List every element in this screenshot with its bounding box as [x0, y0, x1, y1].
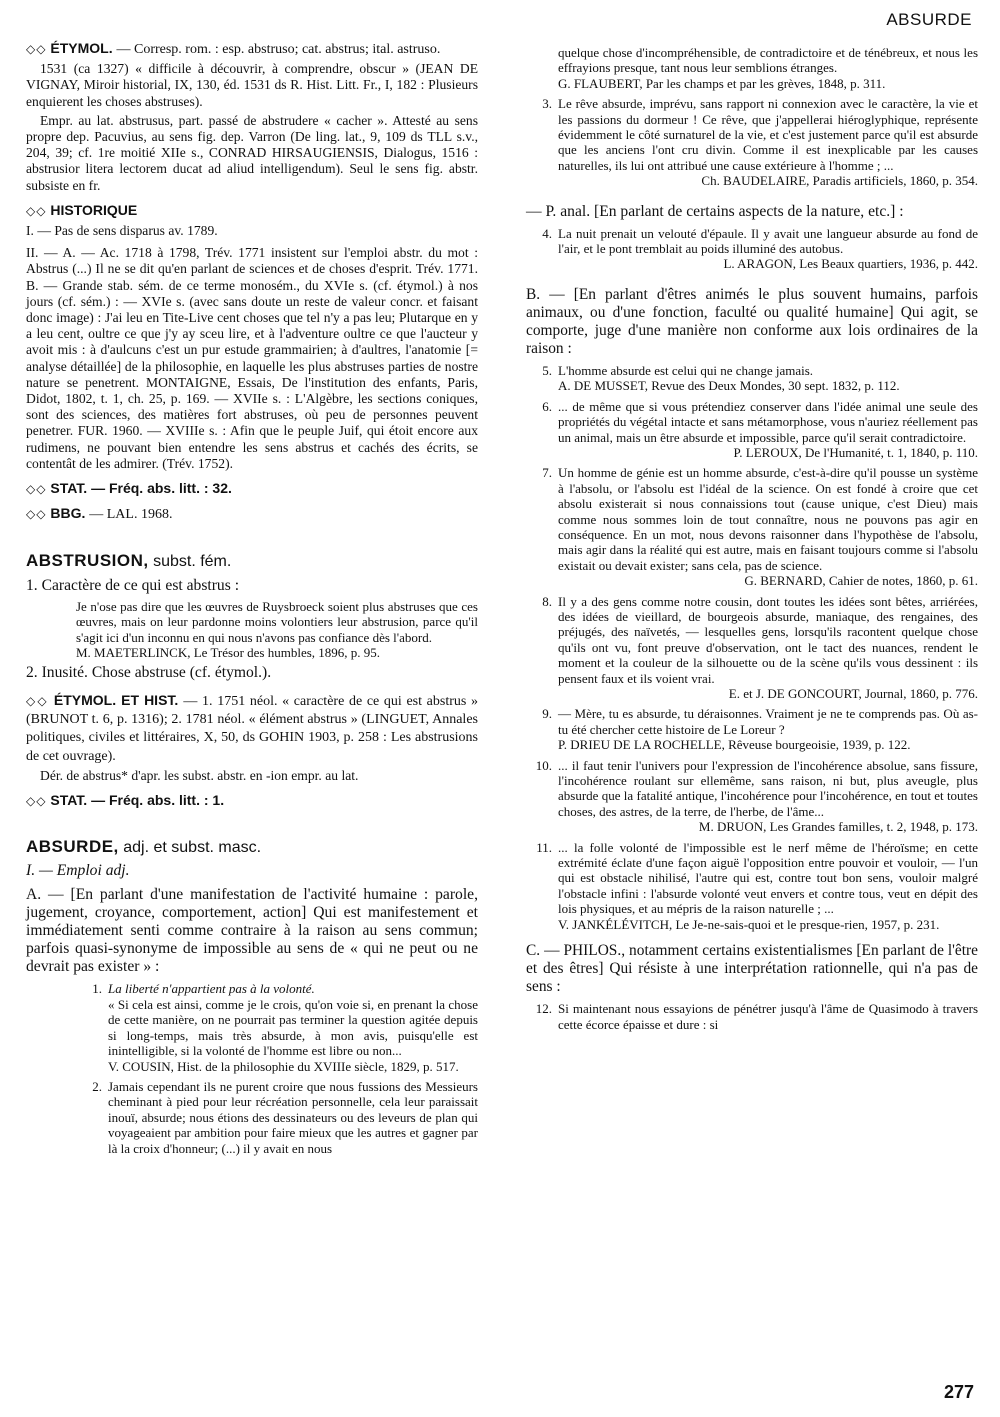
example-7-text: Un homme de génie est un homme absurde, c'est-à-dire qu'il pousse un système à l'absolu, or l'absolu est l'idéal de la science. On est fondé à croire que cet absolu existerait si nous connaissions tout (cause unique, c'est Dieu) mais comme nous sommes loin de tout connaître, nous ne pouvons pas agir en conséquence. En un mot, nous devons raisonner dans l'hypothèse de l'absolu, mais agir dans la réalité qui est autre, mais en faisant toujours comme si l'absolu existait ou devait exister; sans cela, pas de science. — [558, 465, 978, 573]
example-2: 2. Jamais cependant ils ne purent croire que nous fussions des Messieurs cheminant à pied pour leur récréation personnelle, cela leur paraissait inouï, absurde; nous étions des dessinateurs ou des leveurs de plan qui voyageaient par ambition pour faire mieux que les autres et gagner par là la croix d'honneur; (...) il y avait en nous — [92, 1078, 478, 1156]
abstrusion-def2: 2. Inusité. Chose abstruse (cf. étymol.). — [26, 664, 272, 682]
example-10-citation: M. DRUON, Les Grandes familles, t. 2, 1948, p. 173. — [698, 819, 978, 835]
example-9-text: — Mère, tu es absurde, tu déraisonnes. Vraiment je ne te comprends pas. Où as-tu été chercher cette histoire de Le Loreur ? — [558, 706, 978, 737]
example-4-citation: L. ARAGON, Les Beaux quartiers, 1936, p. 442. — [723, 256, 978, 272]
pos-absurde: adj. et subst. masc. — [123, 839, 262, 857]
absurde-section-I: I. — Emploi adj. — [26, 862, 130, 880]
abstrusion-der: Dér. de abstrus* d'apr. les subst. abstr. en -ion empr. au lat. — [40, 767, 359, 783]
example-9-citation: P. DRIEU DE LA ROCHELLE, Rêveuse bourgeoisie, 1939, p. 122. — [558, 737, 911, 753]
entry-absurde — [26, 839, 478, 856]
example-1-title: La liberté n'appartient pas à la volonté. — [108, 981, 315, 997]
example-6-text: ... de même que si vous prétendiez conserver dans l'idée animal une seule des propriétés du végétal intacte et sans métamorphose, vous n'auriez réellement pas un animal, mais un être absurde et impossible, parce qu'il serait contradictoire. — [558, 398, 978, 445]
historique-p2: II. — A. — Ac. 1718 à 1798, Trév. 1771 insistent sur l'emploi abstr. du mot : Abstrus (...) Il ne se dit qu'en parlant de sciences et de choses d'esprit. Trév. 1771. B. — Grande stab. sém. de ce terme monosém., du XVIe s. (cf. étymol.) à nos jours (cf. sém.) : — XVIe s. (avec sans doute un reste de valeur concr. et faisant donc image) : J'ai leu en Tite-Live cent choses que tel n'y a pas leu; Plutarque en y a leu cent, oultre ce que j'y ay sceu lire, et à l'adventure oultre ce que l'aucteur y avoit mis : à d'aulcuns c'est un pur estude grammairien; à d'aultres, l'anatomie [= analyse détaillée] de la philosophie, en laquelle les plus abstruses parties de nostre nature se penetrent. MONTAIGNE, Essais, De l'institution des enfants, Paris, Didot, 1802, t. 1, ch. 25, p. 169. — XVIIe s. : L'Algèbre, les sections coniques, sont des sciences, des matières fort abstruses, où peu de personnes peuvent penetrer. FUR. 1960. — XVIIIe s. : Afin que le peuple Juif, qui étoit encore aux rudimens, ne pouvant bien entendre les sens abstrus et cachés des écrits, se contentât de les admirer. (Trév. 1752). — [26, 245, 478, 471]
entry-abstrusion — [26, 553, 478, 570]
example-7-citation: G. BERNARD, Cahier de notes, 1860, p. 61. — [744, 573, 978, 589]
diamond-icon: ◇◇ — [26, 507, 47, 522]
diamond-icon: ◇◇ — [26, 694, 49, 709]
example-4-text: La nuit prenait un velouté d'épaule. Il y avait une langueur absurde au fond de l'air, et le pont tremblait au poids illuminé des autobus. — [558, 225, 978, 257]
diamond-icon: ◇◇ — [26, 482, 47, 497]
example-8: 8. Il y a des gens comme notre cousin, dont toutes les idées sont bêtes, arriérées, des idées de vieillard, de bourgeois absurde, maniaque, des rengaines, des préjugés, des naïvetés, — lesquelles gens, lorsqu'ils racontent quelque chose qu'ils ont vu, font preuve d'observation, ont le tact des nuances, rendent le moment et la couleur de la silhouette ou de la scène qu'ils vous dessinent : ils pensent faux et ils voient vrai. E. et J. DE GONCOURT, Journal, 1860, p. 776. — [542, 593, 978, 701]
headword-absurde: ABSURDE, — [26, 837, 119, 857]
historique-heading: ◇◇ HISTORIQUE — [26, 201, 138, 218]
example-3: 3. Le rêve absurde, imprévu, sans rapport ni connexion avec le caractère, la vie et les passions du dormeur ! Ce rêve, que j'appellerai hiéroglyphique, représente évidemment le côté surnaturel de la vie, et c'est justement parce qu'il est absurde que les anciens l'ont cru divin. Comme il est inexplicable par les causes naturelles, ils lui ont attribué une cause extérieure à l'homme ; ... Ch. BAUDELAIRE, Paradis artificiels, 1860, p. 354. — [542, 96, 978, 189]
example-8-text: Il y a des gens comme notre cousin, dont toutes les idées sont bêtes, arriérées, des idées de vieillard, de bourgeois absurde, maniaque, des rengaines, des préjugés, des naïvetés, — lesquelles gens, lorsqu'ils racontent quelque chose qu'ils ont vu, font preuve d'observation, ont le tact des nuances, rendent le moment et la couleur de la silhouette ou de la scène qu'ils vous dessinent : ils pensent faux et ils voient vrai. — [558, 593, 978, 686]
historique-p1: I. — Pas de sens disparus av. 1789. — [26, 223, 218, 239]
example-1: 1. La liberté n'appartient pas à la volonté. « Si cela est ainsi, comme je le crois, qu'on voie si, en prenant la chose de cette manière, on ne pourrait pas terminer la question agitée depuis si long-temps, mais très absurde, à mon avis, puisqu'elle est inintelligible, si la volonté de l'homme est libre ou non... V. COUSIN, Hist. de la philosophie du XVIIIe siècle, 1829, p. 517. — [92, 981, 478, 1074]
example-2-continued — [526, 45, 978, 91]
diamond-icon: ◇◇ — [26, 794, 47, 809]
example-3-text: Le rêve absurde, imprévu, sans rapport ni connexion avec le caractère, la vie et les passions du dormeur ! Ce rêve, que j'appellerai hiéroglyphique, représente évidemment le côté surnaturel de la vie, et c'est justement parce qu'il est absurde que les anciens l'ont cru divin. Comme il est inexplicable par les causes naturelles, ils lui ont attribué une cause extérieure à l'homme ; ... — [558, 96, 978, 173]
example-5-citation: A. DE MUSSET, Revue des Deux Mondes, 30 sept. 1832, p. 112. — [558, 378, 900, 394]
etymol-p2: Empr. au lat. abstrusus, part. passé de abstrudere « cacher ». Attesté au sens propre dep. Pacuvius, au sens fig. dep. Varron (De ling. lat., 9, 109 ds TLL s.v., 204, 39; cf. 1re moitié XIIe s., CONRAD HIRSAUGIENSIS, Dialogus, 1516 : abstrusior litera lectorem ducat ad aliud intelligendum). Seul le sens fig. abstr. subsiste en fr. — [26, 112, 478, 193]
example-12-text: Si maintenant nous essayions de pénétrer jusqu'à l'âme de Quasimodo à travers cette écorce épaisse et dure : si — [558, 1001, 978, 1032]
etymol-text: — Corresp. rom. : esp. abstruso; cat. abstrus; ital. astruso. — [116, 42, 441, 57]
headword-abstrusion: ABSTRUSION, — [26, 551, 149, 571]
anal-definition: — P. anal. [En parlant de certains aspects de la nature, etc.] : — [526, 202, 904, 220]
example-1-text: « Si cela est ainsi, comme je le crois, qu'on voie si, en prenant la chose de cette manière, on ne pourrait pas terminer la question agitée depuis si long-temps, mais très absurde, à mon avis, puisqu'elle est inintelligible, si la volonté de l'homme est libre ou non... — [108, 996, 478, 1059]
etymol-p1: 1531 (ca 1327) « difficile à découvrir, à comprendre, obscur » (JEAN DE VIGNAY, Miroir historial, IX, 130, éd. 1531 ds R. Hist. Litt. Fr., I, 182 : Plusieurs enquierent les choses abstruses). — [26, 61, 478, 109]
example-6-citation: P. LEROUX, De l'Humanité, t. 1, 1840, p. 110. — [733, 444, 978, 460]
abstrusion-stat-heading: ◇◇ STAT. — Fréq. abs. litt. : 1. — [26, 792, 225, 809]
pos-abstrusion: subst. fém. — [153, 553, 232, 571]
etymol-heading: ◇◇ ÉTYMOL. — Corresp. rom. : esp. abstruso; cat. abstrus; ital. astruso. — [26, 40, 441, 57]
right-column — [526, 45, 978, 1032]
abstrusion-def1: 1. Caractère de ce qui est abstrus : — [26, 576, 240, 594]
example-2-citation: G. FLAUBERT, Par les champs et par les grèves, 1848, p. 311. — [558, 75, 886, 91]
bbg-text: — LAL. 1968. — [89, 507, 173, 523]
abstrusion-etym-text: — 1. 1751 néol. « caractère de ce qui est abstrus » (BRUNOT t. 6, p. 1316); 2. 1781 néol. « élément abstrus » (LINGUET, Annales politiques, civiles et littéraires, X, 50, ds GOHIN 1903, p. 258 : Les abstrusions de cet ouvrage). — [26, 694, 479, 764]
stat-heading: ◇◇ STAT. — Fréq. abs. litt. : 32. — [26, 480, 232, 497]
example-5: 5. L'homme absurde est celui qui ne change jamais. A. DE MUSSET, Revue des Deux Mondes, 30 sept. 1832, p. 112. — [526, 363, 978, 394]
section-B-definition: B. — [En parlant d'êtres animés le plus souvent humains, parfois animaux, ou d'une fonction, faculté ou qualité humaine] Qui agit, se comporte, juge d'une manière non conforme aux lois ordinaires de la raison : — [526, 285, 978, 357]
example-11: 11. ... la folle volonté de l'impossible est le nerf même de l'héroïsme; en cette extrémité éclate d'une façon aiguë l'opposition entre pouvoir et vouloir, — l'un qui est obstacle nihilisé, l'autre qui est, contre tout bon sens, vouloir malgré l'obstacle infini : l'absurde volonté veut envers et contre tous, veut en dépit des lois physiques, et au mépris de la raison naturelle ; ... V. JANKÉLÉVITCH, Le Je-ne-sais-quoi et le presque-rien, 1957, p. 231. — [536, 839, 978, 932]
bbg-heading: ◇◇ BBG. — LAL. 1968. — [26, 505, 173, 523]
example-7: 7. Un homme de génie est un homme absurde, c'est-à-dire qu'il pousse un système à l'absolu, or l'absolu est l'idéal de la science. On est fondé à croire que cet absolu existerait si nous connaissions tout (cause unique, c'est Dieu) mais comme nous sommes loin de tout connaître, nous ne pouvons pas agir en conséquence. En un mot, nous devons raisonner dans l'hypothèse de l'absolu, mais agir dans la réalité qui est autre, mais en faisant toujours comme si l'absolu existait ou devait exister; sans cela, pas de science. G. BERNARD, Cahier de notes, 1860, p. 61. — [542, 465, 978, 589]
abstrusion-etym-heading: ◇◇ ÉTYMOL. ET HIST. — 1. 1751 néol. « caractère de ce qui est abstrus » (BRUNOT t. 6, p. 1316); 2. 1781 néol. « élément abstrus » (LINGUET, Annales politiques, civiles et littéraires, X, 50, ds GOHIN 1903, p. 258 : Les abstrusions de cet ouvrage). — [26, 692, 479, 764]
abstrusion-quote: Je n'ose pas dire que les œuvres de Ruysbroeck soient plus abstruses que ces œuvres, mais on leur pardonne moins volontiers leur abstrusion, parce qu'il s'agit ici d'un inconnu en qui nous n'avons pas confiance dès l'abord. M. MAETERLINCK, Le Trésor des humbles, 1896, p. 95. — [76, 598, 478, 661]
example-8-citation: E. et J. DE GONCOURT, Journal, 1860, p. 776. — [728, 686, 978, 701]
diamond-icon: ◇◇ — [26, 42, 47, 56]
abstrusion-citation: M. MAETERLINCK, Le Trésor des humbles, 1896, p. 95. — [76, 645, 381, 661]
section-C-definition: C. — PHILOS., notamment certains existentialismes [En parlant de l'être et des êtres] Qui résiste à une interprétation rationnelle, qui n'a pas de sens : — [526, 942, 978, 996]
diamond-icon: ◇◇ — [26, 203, 47, 218]
example-3-citation: Ch. BAUDELAIRE, Paradis artificiels, 1860, p. 354. — [701, 173, 978, 189]
example-10: 10. ... il faut tenir l'univers pour l'expression de l'incohérence absolue, sans fissure, l'incohérence roulant sur ellemême, sans raison, ni but, plus aveugle, plus absurde que la fatalité antique, l'incohérence pour l'incohérence, en tout et toutes choses, des astres, de la terre, de l'herbe, de l'âme... M. DRUON, Les Grandes familles, t. 2, 1948, p. 173. — [535, 757, 978, 835]
example-12: 12. Si maintenant nous essayions de pénétrer jusqu'à l'âme de Quasimodo à travers cette écorce épaisse et dure : si — [535, 1001, 978, 1032]
example-2-cont-text: quelque chose d'incompréhensible, de contradictoire et de ténébreux, et nous les effrayions presque, tant nous leur semblions étranges. — [558, 45, 978, 76]
absurde-section-A: A. — [En parlant d'une manifestation de l'activité humaine : parole, jugement, croyance, comportement, action] Qui est manifestement et immédiatement senti comme contraire à la raison au sens commun; parfois quasi-synonyme de impossible au sens de « qui ne peut ou ne devrait pas exister » : — [26, 886, 478, 976]
example-4: 4. La nuit prenait un velouté d'épaule. Il y avait une langueur absurde au fond de l'air, et le pont tremblait au poids illuminé des autobus. L. ARAGON, Les Beaux quartiers, 1936, p. 442. — [542, 225, 978, 272]
page-number: 277 — [943, 1382, 974, 1402]
example-1-citation: V. COUSIN, Hist. de la philosophie du XVIIIe siècle, 1829, p. 517. — [108, 1058, 459, 1074]
example-6: 6. ... de même que si vous prétendiez conserver dans l'idée animal une seule des propriétés du végétal intacte et sans métamorphose, vous n'auriez réellement pas un animal, mais un être absurde et impossible, parce qu'il serait contradictoire. P. LEROUX, De l'Humanité, t. 1, 1840, p. 110. — [542, 398, 978, 460]
stat-text: — Fréq. abs. litt. : 32. — [91, 480, 232, 497]
example-5-text: L'homme absurde est celui qui ne change jamais. — [558, 362, 814, 378]
example-9: 9. — Mère, tu es absurde, tu déraisonnes. Vraiment je ne te comprends pas. Où as-tu été chercher cette histoire de Le Loreur ? P. DRIEU DE LA ROCHELLE, Rêveuse bourgeoisie, 1939, p. 122. — [542, 706, 978, 753]
example-11-text: ... la folle volonté de l'impossible est le nerf même de l'héroïsme; en cette extrémité éclate d'une façon aiguë l'opposition entre pouvoir et vouloir, — l'un qui est obstacle nihilisé, l'autre qui est, contre tout bon sens, vouloir malgré l'obstacle infini : l'absurde volonté veut envers et contre tous, veut en dépit des lois physiques, et au mépris de la raison naturelle ; ... — [558, 839, 978, 917]
example-10-text: ... il faut tenir l'univers pour l'expression de l'incohérence absolue, sans fissure, l'incohérence roulant sur ellemême, sans raison, ni but, plus aveugle, plus absurde que la fatalité antique, l'incohérence pour l'incohérence, en tout et toutes choses, des astres, de la terre, de l'herbe, de l'âme... — [558, 757, 978, 819]
running-head: ABSURDE — [886, 10, 972, 29]
example-11-citation: V. JANKÉLÉVITCH, Le Je-ne-sais-quoi et le presque-rien, 1957, p. 231. — [558, 916, 940, 932]
example-2-text: Jamais cependant ils ne purent croire que nous fussions des Messieurs cheminant à pied pour leur récréation personnelle, cela leur paraissait inouï, absurde; nous étions des dessinateurs ou des leveurs de plan qui voyageaient par ambition pour faire mieux que les autres et gagner par là la croix d'honneur; (...) il y avait en nous — [108, 1078, 478, 1156]
left-column — [26, 40, 478, 1156]
abstrusion-stat-text: — Fréq. abs. litt. : 1. — [91, 792, 225, 809]
